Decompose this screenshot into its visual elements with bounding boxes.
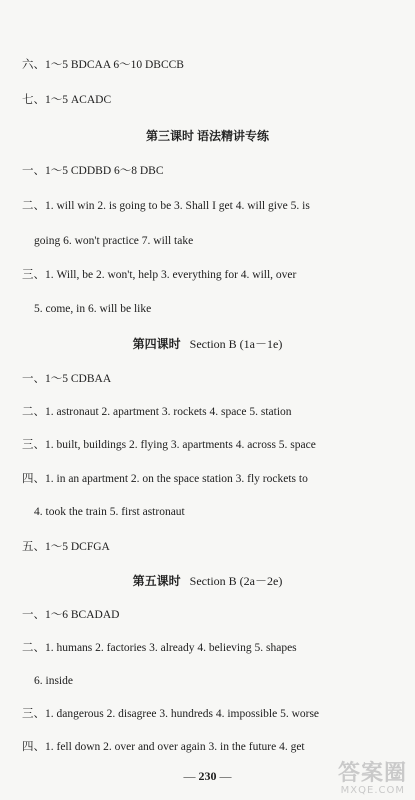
- answer-line: 二、1. astronaut 2. apartment 3. rockets 4. space 5. station: [22, 406, 292, 418]
- answer-line: 一、1～5 CDDBD 6～8 DBC: [22, 165, 164, 177]
- answer-line: 三、1. Will, be 2. won't, help 3. everything for 4. will, over: [22, 269, 297, 281]
- answer-line: 6. inside: [34, 675, 73, 687]
- section-heading: [0, 337, 415, 351]
- page-number-text: 230: [198, 769, 217, 783]
- section-heading-main: 第四课时: [132, 337, 181, 351]
- answer-line: 二、1. humans 2. factories 3. already 4. believing 5. shapes: [22, 642, 297, 654]
- answer-line: 5. come, in 6. will be like: [34, 303, 152, 315]
- answer-line: 一、1～6 BCADAD: [22, 609, 120, 621]
- answer-line: 三、1. built, buildings 2. flying 3. apartments 4. across 5. space: [22, 439, 316, 451]
- answer-line: 一、1～5 CDBAA: [22, 373, 112, 385]
- watermark-logo: [337, 756, 411, 796]
- section-heading-main: 第五课时: [132, 574, 181, 588]
- page-number: — 230 —: [183, 769, 232, 783]
- watermark-url: MXQE.COM: [340, 785, 405, 796]
- section-heading: [0, 574, 415, 588]
- answer-line: 四、1. fell down 2. over and over again 3. in the future 4. get: [22, 741, 305, 753]
- answer-line: 六、1～5 BDCAA 6～10 DBCCB: [22, 59, 184, 71]
- watermark-logo-text: 答案圈: [337, 761, 407, 786]
- section-heading: [0, 129, 415, 143]
- answer-line: 四、1. in an apartment 2. on the space station 3. fly rockets to: [22, 473, 308, 485]
- answer-line: 4. took the train 5. first astronaut: [34, 506, 185, 518]
- section-heading-sub: Section B (1a－1e): [189, 337, 283, 351]
- answer-line: 二、1. will win 2. is going to be 3. Shall I get 4. will give 5. is: [22, 200, 310, 212]
- answer-line: going 6. won't practice 7. will take: [34, 235, 194, 247]
- answer-line: 七、1～5 ACADC: [22, 94, 112, 106]
- answer-line: 三、1. dangerous 2. disagree 3. hundreds 4. impossible 5. worse: [22, 708, 320, 720]
- section-heading-sub: Section B (2a－2e): [189, 574, 283, 588]
- section-heading-main: 第三课时 语法精讲专练: [145, 129, 269, 143]
- answer-line: 五、1～5 DCFGA: [22, 541, 110, 553]
